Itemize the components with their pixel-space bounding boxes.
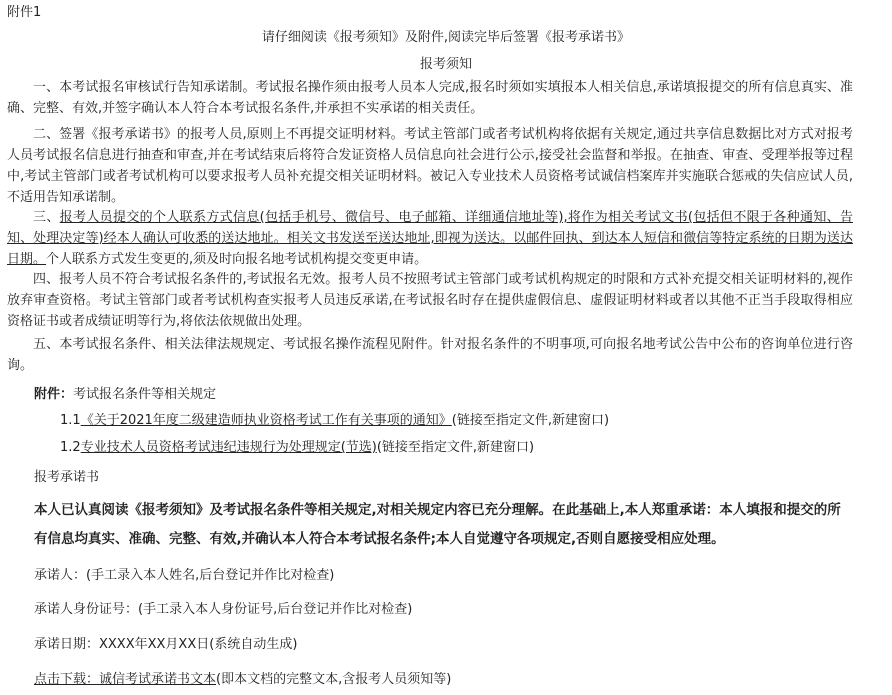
download-link[interactable]: 点击下载：诚信考试承诺书文本 [34,672,217,687]
attachment-item [60,436,534,455]
paragraph-3 [7,207,853,270]
promisor-id-field: 承诺人身份证号：(手工录入本人身份证号,后台登记并作比对检查) [34,602,413,617]
notice-title: 报考须知 [419,57,472,72]
attachments-heading [34,383,216,402]
attachment-link-notice[interactable]: 《关于2021年度二级建造师执业资格考试工作有关事项的通知》 [80,413,452,428]
paragraph-2: 二、签署《报考承诺书》的报考人员,原则上不再提交证明材料。考试主管部门或者考试机构将依据有关规定,通过共享信息数据比对方式对报考人员考试报名信息进行抽查和审查,并在考试结束后将符合发证资格人员信息向社会进行公示,接受社会监督和举报。在抽查、审查、受理举报等过程中,考试主管部门或者考试机构可以要求报考人员补充提交相关证明材料。被记入专业技术人员资格考试诚信档案库并实施联合惩戒的失信应试人员,不适用告知承诺制。 [7,127,854,205]
attachment-item-note: (链接至指定文件,新建窗口) [451,413,610,428]
attachment-item [60,409,609,428]
download-note: (即本文档的完整文本,含报考人员须知等) [216,672,452,687]
attachment-item-number: 1.1 [60,413,81,428]
promise-statement: 本人已认真阅读《报考须知》及考试报名条件等相关规定,对相关规定内容已充分理解。在此基础上,本人郑重承诺：本人填报和提交的所有信息均真实、准确、完整、有效,并确认本人符合本考试报名条件;本人自觉遵守各项规定,否则自愿接受相应处理。 [34,502,841,547]
attachments-heading-text: 考试报名条件等相关规定 [73,387,217,402]
attachment-link-regulations[interactable]: 专业技术人员资格考试违纪违规行为处理规定(节选) [80,440,377,455]
paragraph-1: 一、本考试报名审核试行告知承诺制。考试报名操作须由报考人员本人完成,报名时须如实填报本人相关信息,承诺填报提交的所有信息真实、准确、完整、有效,并签字确认本人符合本考试报名条件,并承担不实承诺的相关责任。 [7,80,853,116]
promise-date-field: 承诺日期：XXXX年XX月XX日(系统自动生成) [34,637,298,652]
promisor-name-field: 承诺人：(手工录入本人姓名,后台登记并作比对检查) [34,568,335,583]
attachments-label: 附件： [34,387,74,402]
paragraph-3-prefix: 三、 [33,210,60,225]
attachment-label: 附件1 [7,5,42,20]
intro-instruction: 请仔细阅读《报考须知》及附件,阅读完毕后签署《报考承诺书》 [261,30,631,45]
paragraph-3-suffix: 个人联系方式发生变更的,须及时向报名地考试机构提交变更申请。 [46,252,428,267]
promise-title: 报考承诺书 [34,470,100,485]
attachment-item-note: (链接至指定文件,新建窗口) [376,440,535,455]
paragraph-5: 五、本考试报名条件、相关法律法规规定、考试报名操作流程见附件。针对报名条件的不明事项,可向报名地考试公告中公布的咨询单位进行咨询。 [7,337,853,373]
attachment-item-number: 1.2 [60,440,81,455]
paragraph-4: 四、报考人员不符合考试报名条件的,考试报名无效。报考人员不按照考试主管部门或考试机构规定的时限和方式补充提交相关证明材料的,视作放弃审查资格。考试主管部门或者考试机构查实报考人员违反承诺,在考试报名时存在提供虚假信息、虚假证明材料或者以其他不正当手段取得相应资格证书或者成绩证明等行为,将依法依规做出处理。 [7,272,853,329]
paragraph-3-underlined: 报考人员提交的个人联系方式信息(包括手机号、微信号、电子邮箱、详细通信地址等),将作为相关考试文书(包括但不限于各种通知、告知、处理决定等)经本人确认可收悉的送达地址。相关文书发送至送达地址,即视为送达。以邮件回执、到达本人短信和微信等特定系统的日期为送达日期。 [7,210,853,267]
download-row [34,668,451,687]
